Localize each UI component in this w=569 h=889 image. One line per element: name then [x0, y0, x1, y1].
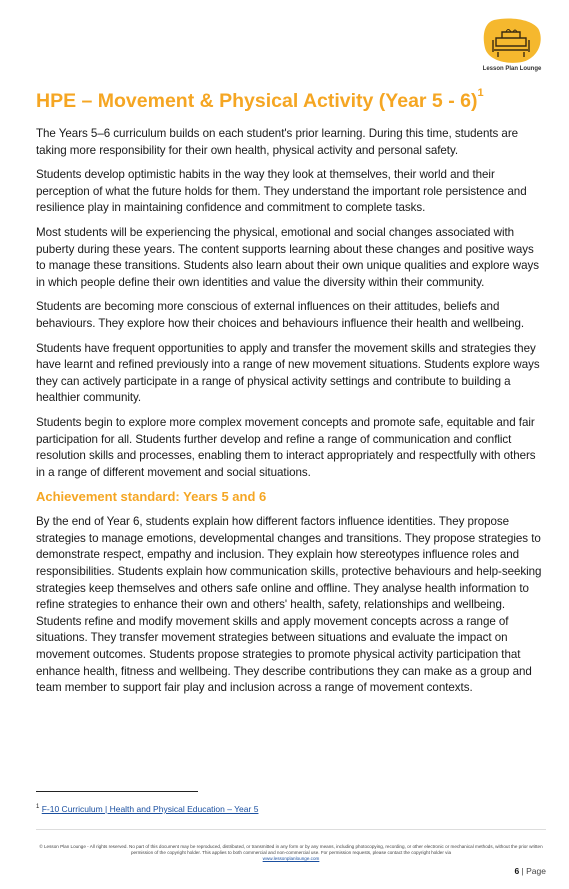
page-title-text: HPE – Movement & Physical Activity (Year 5 - 6)	[36, 90, 478, 112]
footnote-number: 1	[36, 804, 40, 810]
intro-paragraph-1: The Years 5–6 curriculum builds on each student's prior learning. During this time, students are taking more responsibility for their own health, physical activity and personal safety.	[36, 127, 519, 157]
copyright-text: © Lesson Plan Lounge - All rights reserved. No part of this document may be reproduced, distributed, or transmitted in any form or by any means, including photocopying, recording, or other electronic or mechanical methods, without the prior written permission of the copyright holder. This applies to both commercial and non-commercial use. For permission requests, please contact the copyright holder via	[39, 844, 543, 856]
intro-paragraph-5: Students have frequent opportunities to apply and transfer the movement skills and strategies they have learnt and refined previously into a range of new movement situations. Students explore ways they can actively participate in a range of physical activity settings and contribute to building a healthier community.	[36, 341, 540, 405]
page-number-value: 6	[514, 866, 520, 876]
copyright-notice	[36, 844, 546, 863]
logo-text: Lesson Plan Lounge	[482, 66, 542, 72]
intro-paragraph-2: Students develop optimistic habits in the way they look at themselves, their world and their perception of what the future holds for them. They understand the important role persistence and resilience play in maintaining confidence and commitment to complete tasks.	[36, 168, 527, 215]
footnote-divider	[36, 791, 198, 792]
achievement-paragraph: By the end of Year 6, students explain how different factors influence identities. They propose strategies to manage emotions, developmental changes and transitions. They propose strategies to demonstrate respect, empathy and inclusion. They explain how stereotypes influence roles and responsibilities. Students explain how communication skills, protective behaviours and help-seeking strategies keep themselves and others safe online and offline. They analyse health information to refine strategies to enhance their own and others' health, safety, relationships and wellbeing. Students refine and modify movement skills and apply movement concepts across a range of situations. They transfer movement strategies between situations and evaluate the impact on movement outcomes. Students propose strategies to promote physical activity participation that enhance health, fitness and wellbeing. They describe contributions they can make as a group and team member to support fair play and inclusion across a range of movement contexts.	[36, 515, 542, 695]
sofa-logo-icon	[482, 18, 542, 64]
footnote-link[interactable]: F-10 Curriculum | Health and Physical Education – Year 5	[41, 804, 259, 814]
intro-paragraph-4: Students are becoming more conscious of external influences on their attitudes, beliefs and behaviours. They explore how their choices and behaviours influence their health and wellbeing.	[36, 300, 525, 330]
copyright-link[interactable]: www.lessonplanlounge.com	[262, 856, 320, 862]
achievement-heading: Achievement standard: Years 5 and 6	[36, 489, 267, 505]
intro-paragraph-6: Students begin to explore more complex movement concepts and promote safe, equitable and fair participation for all. Students further develop and refine a range of communication and conflict resolution skills and processes, enabling them to interact appropriately and respectfully with others in a range of different movement and social situations.	[36, 415, 536, 479]
page-number	[514, 866, 546, 876]
brand-logo	[476, 18, 548, 80]
body-content	[36, 126, 546, 705]
page-title	[36, 87, 484, 113]
page-label: Page	[526, 866, 546, 876]
page-separator: |	[521, 866, 524, 876]
footnote	[36, 804, 258, 814]
title-footnote-marker: 1	[477, 87, 484, 99]
intro-paragraph-3: Most students will be experiencing the physical, emotional and social changes associated with puberty during these years. The content supports learning about these changes and positive ways to manage these transitions. Students also learn about their own unique qualities and explore ways in which people define their own identities and value the diversity within their community.	[36, 225, 539, 289]
footer-divider	[36, 829, 546, 830]
